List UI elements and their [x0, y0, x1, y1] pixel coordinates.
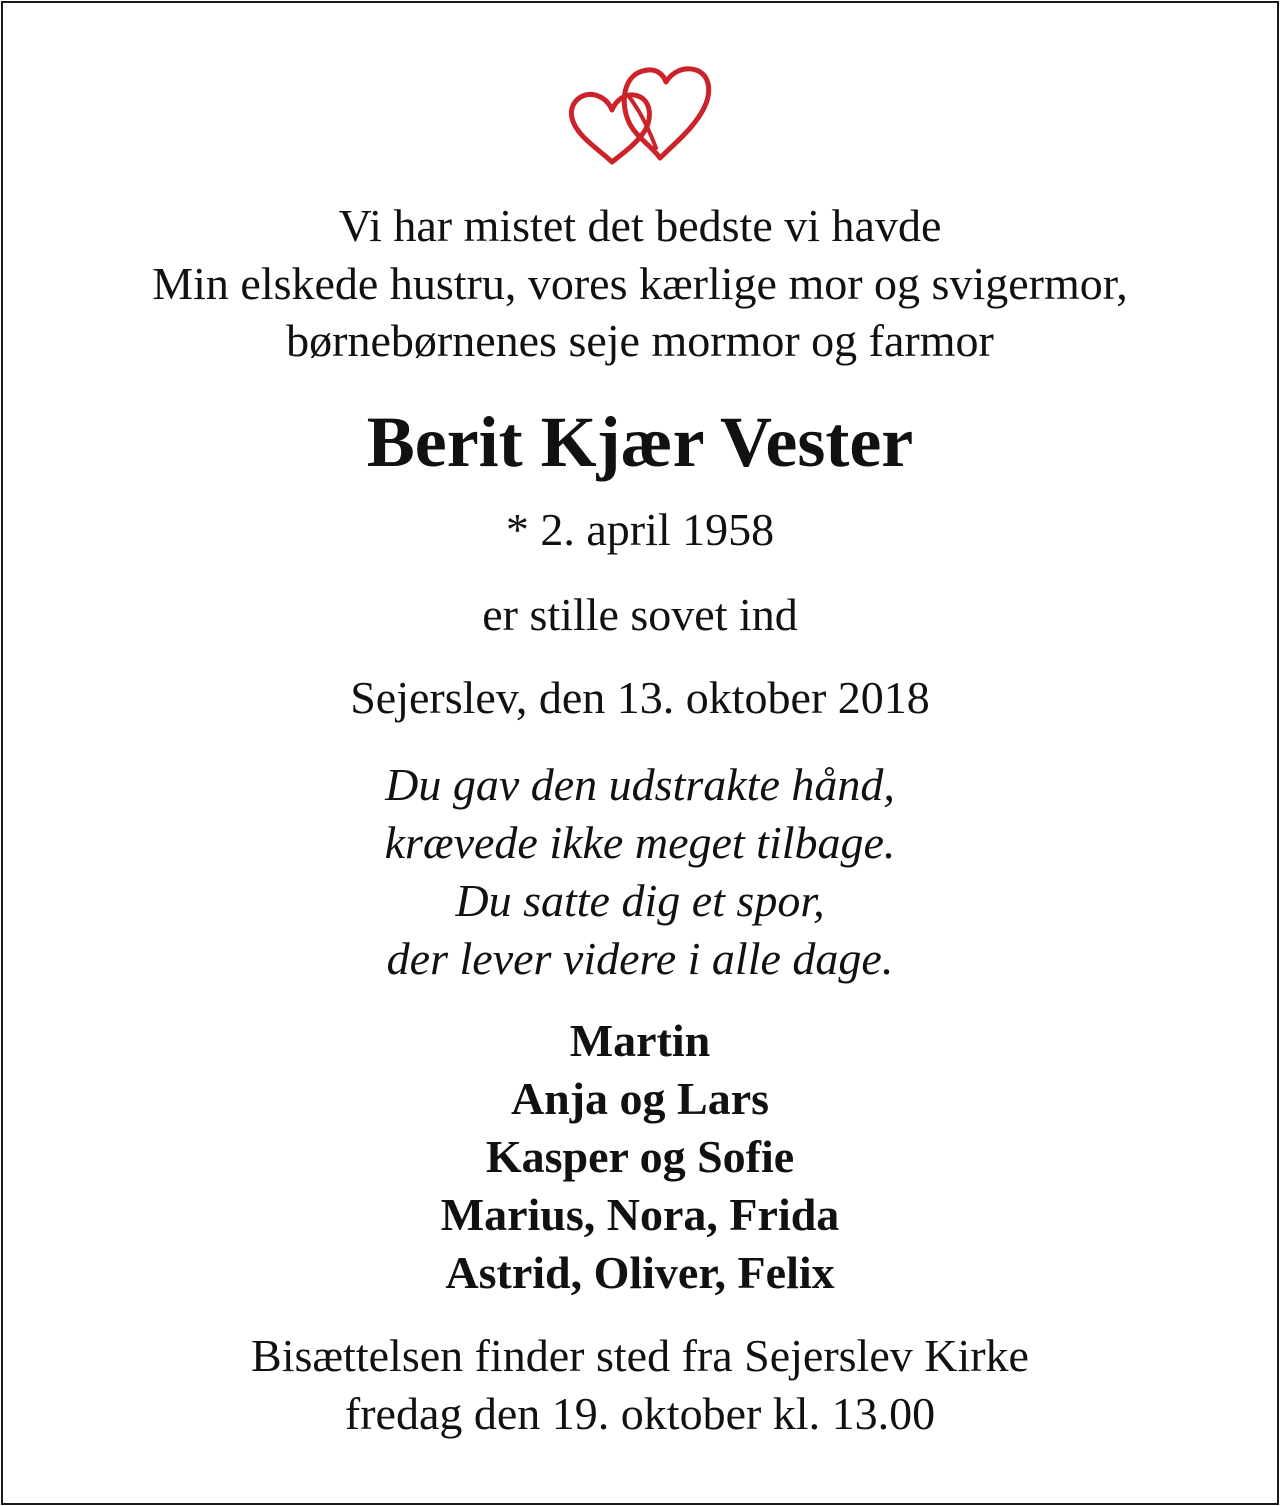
verse-line-1: Du gav den udstrakte hånd, — [385, 759, 895, 810]
intro-line-3: børnebørnenes seje mormor og farmor — [286, 315, 994, 366]
family-line-2: Anja og Lars — [510, 1073, 770, 1124]
family-line-5: Astrid, Oliver, Felix — [445, 1247, 835, 1298]
intro-line-1: Vi har mistet det bedste vi havde — [338, 200, 942, 251]
family-line-1: Martin — [569, 1015, 711, 1066]
place-and-date: Sejerslev, den 13. oktober 2018 — [350, 672, 930, 723]
family-line-4: Marius, Nora, Frida — [440, 1189, 840, 1240]
two-hearts-icon — [560, 58, 720, 173]
funeral-line-2: fredag den 19. oktober kl. 13.00 — [344, 1388, 936, 1439]
funeral-line-1: Bisættelsen finder sted fra Sejerslev Kirke — [251, 1330, 1029, 1381]
family-line-3: Kasper og Sofie — [485, 1131, 795, 1182]
verse-line-4: der lever videre i alle dage. — [386, 933, 894, 984]
intro-line-2: Min elskede hustru, vores kærlige mor og svigermor, — [152, 258, 1128, 309]
verse-line-2: krævede ikke meget tilbage. — [384, 817, 896, 868]
birth-date: * 2. april 1958 — [505, 504, 775, 555]
deceased-name: Berit Kjær Vester — [366, 402, 914, 482]
passed-away-text: er stille sovet ind — [482, 589, 798, 640]
verse-line-3: Du satte dig et spor, — [455, 875, 825, 926]
